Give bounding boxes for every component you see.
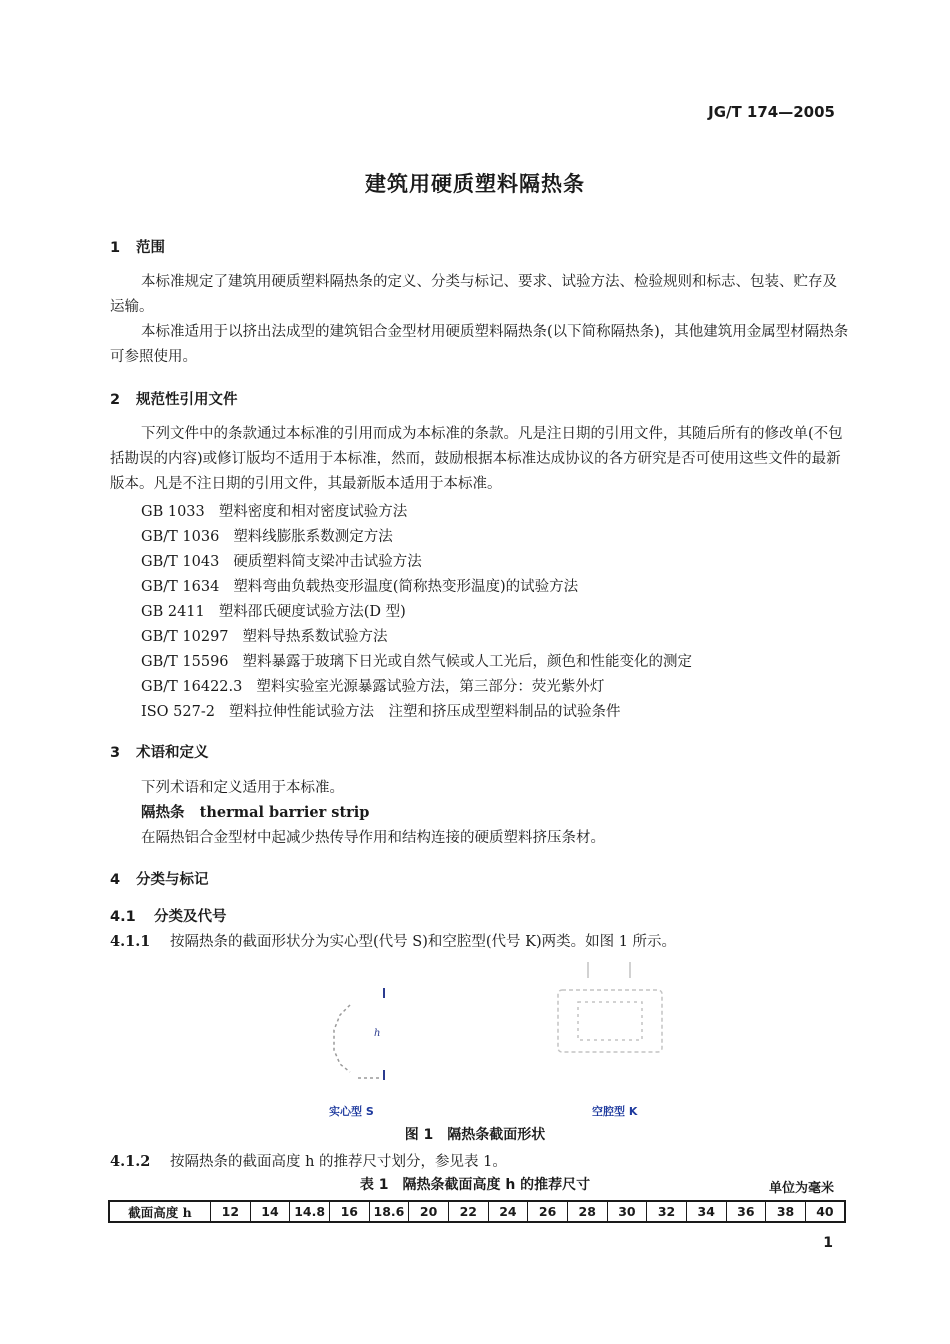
clause-text: 按隔热条的截面高度 h 的推荐尺寸划分，参见表 1。 <box>170 1154 507 1170</box>
table-cell: 40 <box>805 1201 845 1222</box>
reference-name: 塑料密度和相对密度试验方法 <box>218 504 408 520</box>
section-number: 3 <box>110 745 121 761</box>
table-cell: 28 <box>567 1201 607 1222</box>
table-cell: 20 <box>409 1201 449 1222</box>
section-2-paragraph: 下列文件中的条款通过本标准的引用而成为本标准的条款。凡是注日期的引用文件，其随后所有的修改单(不包括勘误的内容)或修订版均不适用于本标准，然而，鼓励根据本标准达成协议的各方研究是否可使用这些文件的最新版本。凡是不注日期的引用文件，其最新版本适用于本标准。 <box>110 426 843 492</box>
reference-code: GB/T 1036 <box>141 529 220 545</box>
table-cell: 14.8 <box>290 1201 330 1222</box>
reference-name: 塑料实验室光源暴露试验方法，第三部分：荧光紫外灯 <box>256 679 605 695</box>
section-3-intro: 下列术语和定义适用于本标准。 <box>141 780 344 796</box>
clause-4-1-2 <box>110 1150 507 1171</box>
table-cell: 38 <box>766 1201 806 1222</box>
section-title: 范围 <box>136 240 165 256</box>
subsection-number: 4.1 <box>110 909 136 925</box>
reference-code: GB 2411 <box>141 604 205 620</box>
clause-number: 4.1.1 <box>110 933 151 950</box>
table-cell: 34 <box>686 1201 726 1222</box>
reference-name: 塑料暴露于玻璃下日光或自然气候或人工光后，颜色和性能变化的测定 <box>242 654 693 670</box>
table-cell: 18.6 <box>369 1201 409 1222</box>
document-title: 建筑用硬质塑料隔热条 <box>365 172 585 196</box>
reference-code: GB/T 16422.3 <box>141 679 243 695</box>
table-cell: 24 <box>488 1201 528 1222</box>
figure-label-hollow: 空腔型 K <box>592 1105 638 1118</box>
reference-name: 塑料弯曲负载热变形温度(简称热变形温度)的试验方法 <box>233 579 579 595</box>
standard-code: JG/T 174—2005 <box>708 103 835 121</box>
table-cell: 36 <box>726 1201 766 1222</box>
term-chinese: 隔热条 <box>141 804 185 821</box>
table-cell: 14 <box>250 1201 290 1222</box>
reference-code: GB/T 15596 <box>141 654 229 670</box>
figure-caption: 图 1 隔热条截面形状 <box>404 1127 546 1143</box>
table-row <box>109 1201 845 1222</box>
reference-code: GB 1033 <box>141 504 205 520</box>
figure-label-solid: 实心型 S <box>329 1105 374 1118</box>
reference-name: 塑料拉伸性能试验方法 注塑和挤压成型塑料制品的试验条件 <box>228 704 621 720</box>
hollow-outline <box>558 990 662 1052</box>
section-title: 术语和定义 <box>136 745 209 761</box>
hollow-cavity <box>578 1002 642 1040</box>
section-title: 规范性引用文件 <box>136 392 238 408</box>
table-cell: 32 <box>647 1201 687 1222</box>
term-definition: 在隔热铝合金型材中起减少热传导作用和结构连接的硬质塑料挤压条材。 <box>141 830 605 846</box>
table-cell: 22 <box>448 1201 488 1222</box>
page-number: 1 <box>823 1235 833 1251</box>
section-1-paragraph-2: 本标准适用于以挤出法成型的建筑铝合金型材用硬质塑料隔热条(以下简称隔热条)，其他建筑用金属型材隔热条可参照使用。 <box>110 324 849 365</box>
reference-name: 塑料线膨胀系数测定方法 <box>233 529 393 545</box>
section-number: 2 <box>110 392 121 408</box>
reference-code: GB/T 1634 <box>141 579 220 595</box>
section-title: 分类与标记 <box>136 872 209 888</box>
section-1-paragraph-1: 本标准规定了建筑用硬质塑料隔热条的定义、分类与标记、要求、试验方法、检验规则和标志、包装、贮存及运输。 <box>110 274 837 315</box>
table-title: 表 1 隔热条截面高度 h 的推荐尺寸 <box>359 1177 591 1193</box>
clause-text: 按隔热条的截面形状分为实心型(代号 S)和空腔型(代号 K)两类。如图 1 所示。 <box>170 934 677 950</box>
reference-name: 硬质塑料简支梁冲击试验方法 <box>233 554 422 570</box>
hollow-top-flanges <box>588 962 630 978</box>
reference-code: GB/T 10297 <box>141 629 229 645</box>
term-english: thermal barrier strip <box>199 804 370 821</box>
dimension-table <box>108 1200 846 1223</box>
reference-code: GB/T 1043 <box>141 554 220 570</box>
subsection-title: 分类及代号 <box>154 909 227 925</box>
section-number: 1 <box>110 240 121 256</box>
solid-outline <box>334 1005 350 1072</box>
table-row-header: 截面高度 h <box>109 1201 211 1222</box>
reference-code: ISO 527-2 <box>141 704 215 720</box>
table-cell: 12 <box>211 1201 251 1222</box>
height-symbol: h <box>374 1028 381 1039</box>
table-cell: 16 <box>329 1201 369 1222</box>
table-cell: 30 <box>607 1201 647 1222</box>
table-cell: 26 <box>528 1201 568 1222</box>
table-unit: 单位为毫米 <box>768 1181 834 1196</box>
section-number: 4 <box>110 872 121 888</box>
clause-number: 4.1.2 <box>110 1153 151 1170</box>
reference-name: 塑料邵氏硬度试验方法(D 型) <box>218 604 406 620</box>
reference-name: 塑料导热系数试验方法 <box>242 629 388 645</box>
hollow-type-section <box>558 962 662 1052</box>
